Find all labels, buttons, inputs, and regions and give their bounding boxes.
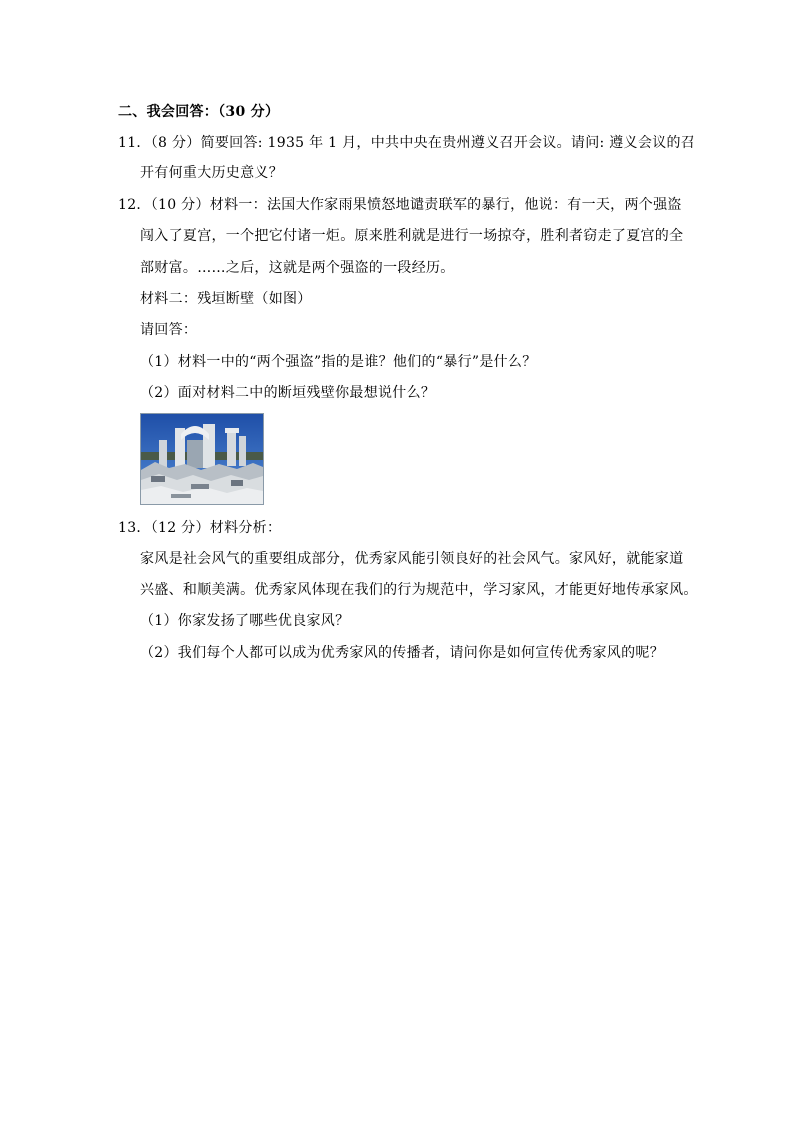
question-12-sub-2: （2）面对材料二中的断垣残壁你最想说什么？ xyxy=(140,385,436,401)
question-13-line-2: 家风是社会风气的重要组成部分，优秀家风能引领良好的社会风气。家风好，就能家道 xyxy=(140,551,684,567)
section-heading: 二、我会回答：（30 分） xyxy=(118,104,280,120)
question-11-line-1: 11．（8 分）简要回答: 1935 年 1 月，中共中央在贵州遵义召开会议。请问: 遵义会议的召 xyxy=(118,135,696,151)
ruins-photo-icon xyxy=(140,413,264,505)
question-11-line-2: 开有何重大历史意义？ xyxy=(140,165,283,181)
question-12-please-answer: 请回答： xyxy=(140,322,198,338)
question-13-line-1: 13．（12 分）材料分析： xyxy=(118,520,282,536)
question-13-line-3: 兴盛、和顺美满。优秀家风体现在我们的行为规范中，学习家风，才能更好地传承家风。 xyxy=(140,582,698,598)
question-12-line-3: 部财富。……之后，这就是两个强盗的一段经历。 xyxy=(140,260,455,276)
question-12-sub-1: （1）材料一中的“两个强盗”指的是谁？他们的“暴行”是什么？ xyxy=(140,354,537,370)
question-12-line-2: 闯入了夏宫，一个把它付诸一炬。原来胜利就是进行一场掠夺，胜利者窃走了夏宫的全 xyxy=(140,228,684,244)
question-12-material-2: 材料二：残垣断壁（如图） xyxy=(140,291,312,307)
ruins-photo-svg xyxy=(141,414,263,504)
question-13-sub-2: （2）我们每个人都可以成为优秀家风的传播者，请问你是如何宣传优秀家风的呢？ xyxy=(140,645,665,661)
question-12-line-1: 12．（10 分）材料一：法国大作家雨果愤怒地谴责联军的暴行，他说：有一天，两个强盗 xyxy=(118,197,682,213)
question-13-sub-1: （1）你家发扬了哪些优良家风？ xyxy=(140,613,350,629)
